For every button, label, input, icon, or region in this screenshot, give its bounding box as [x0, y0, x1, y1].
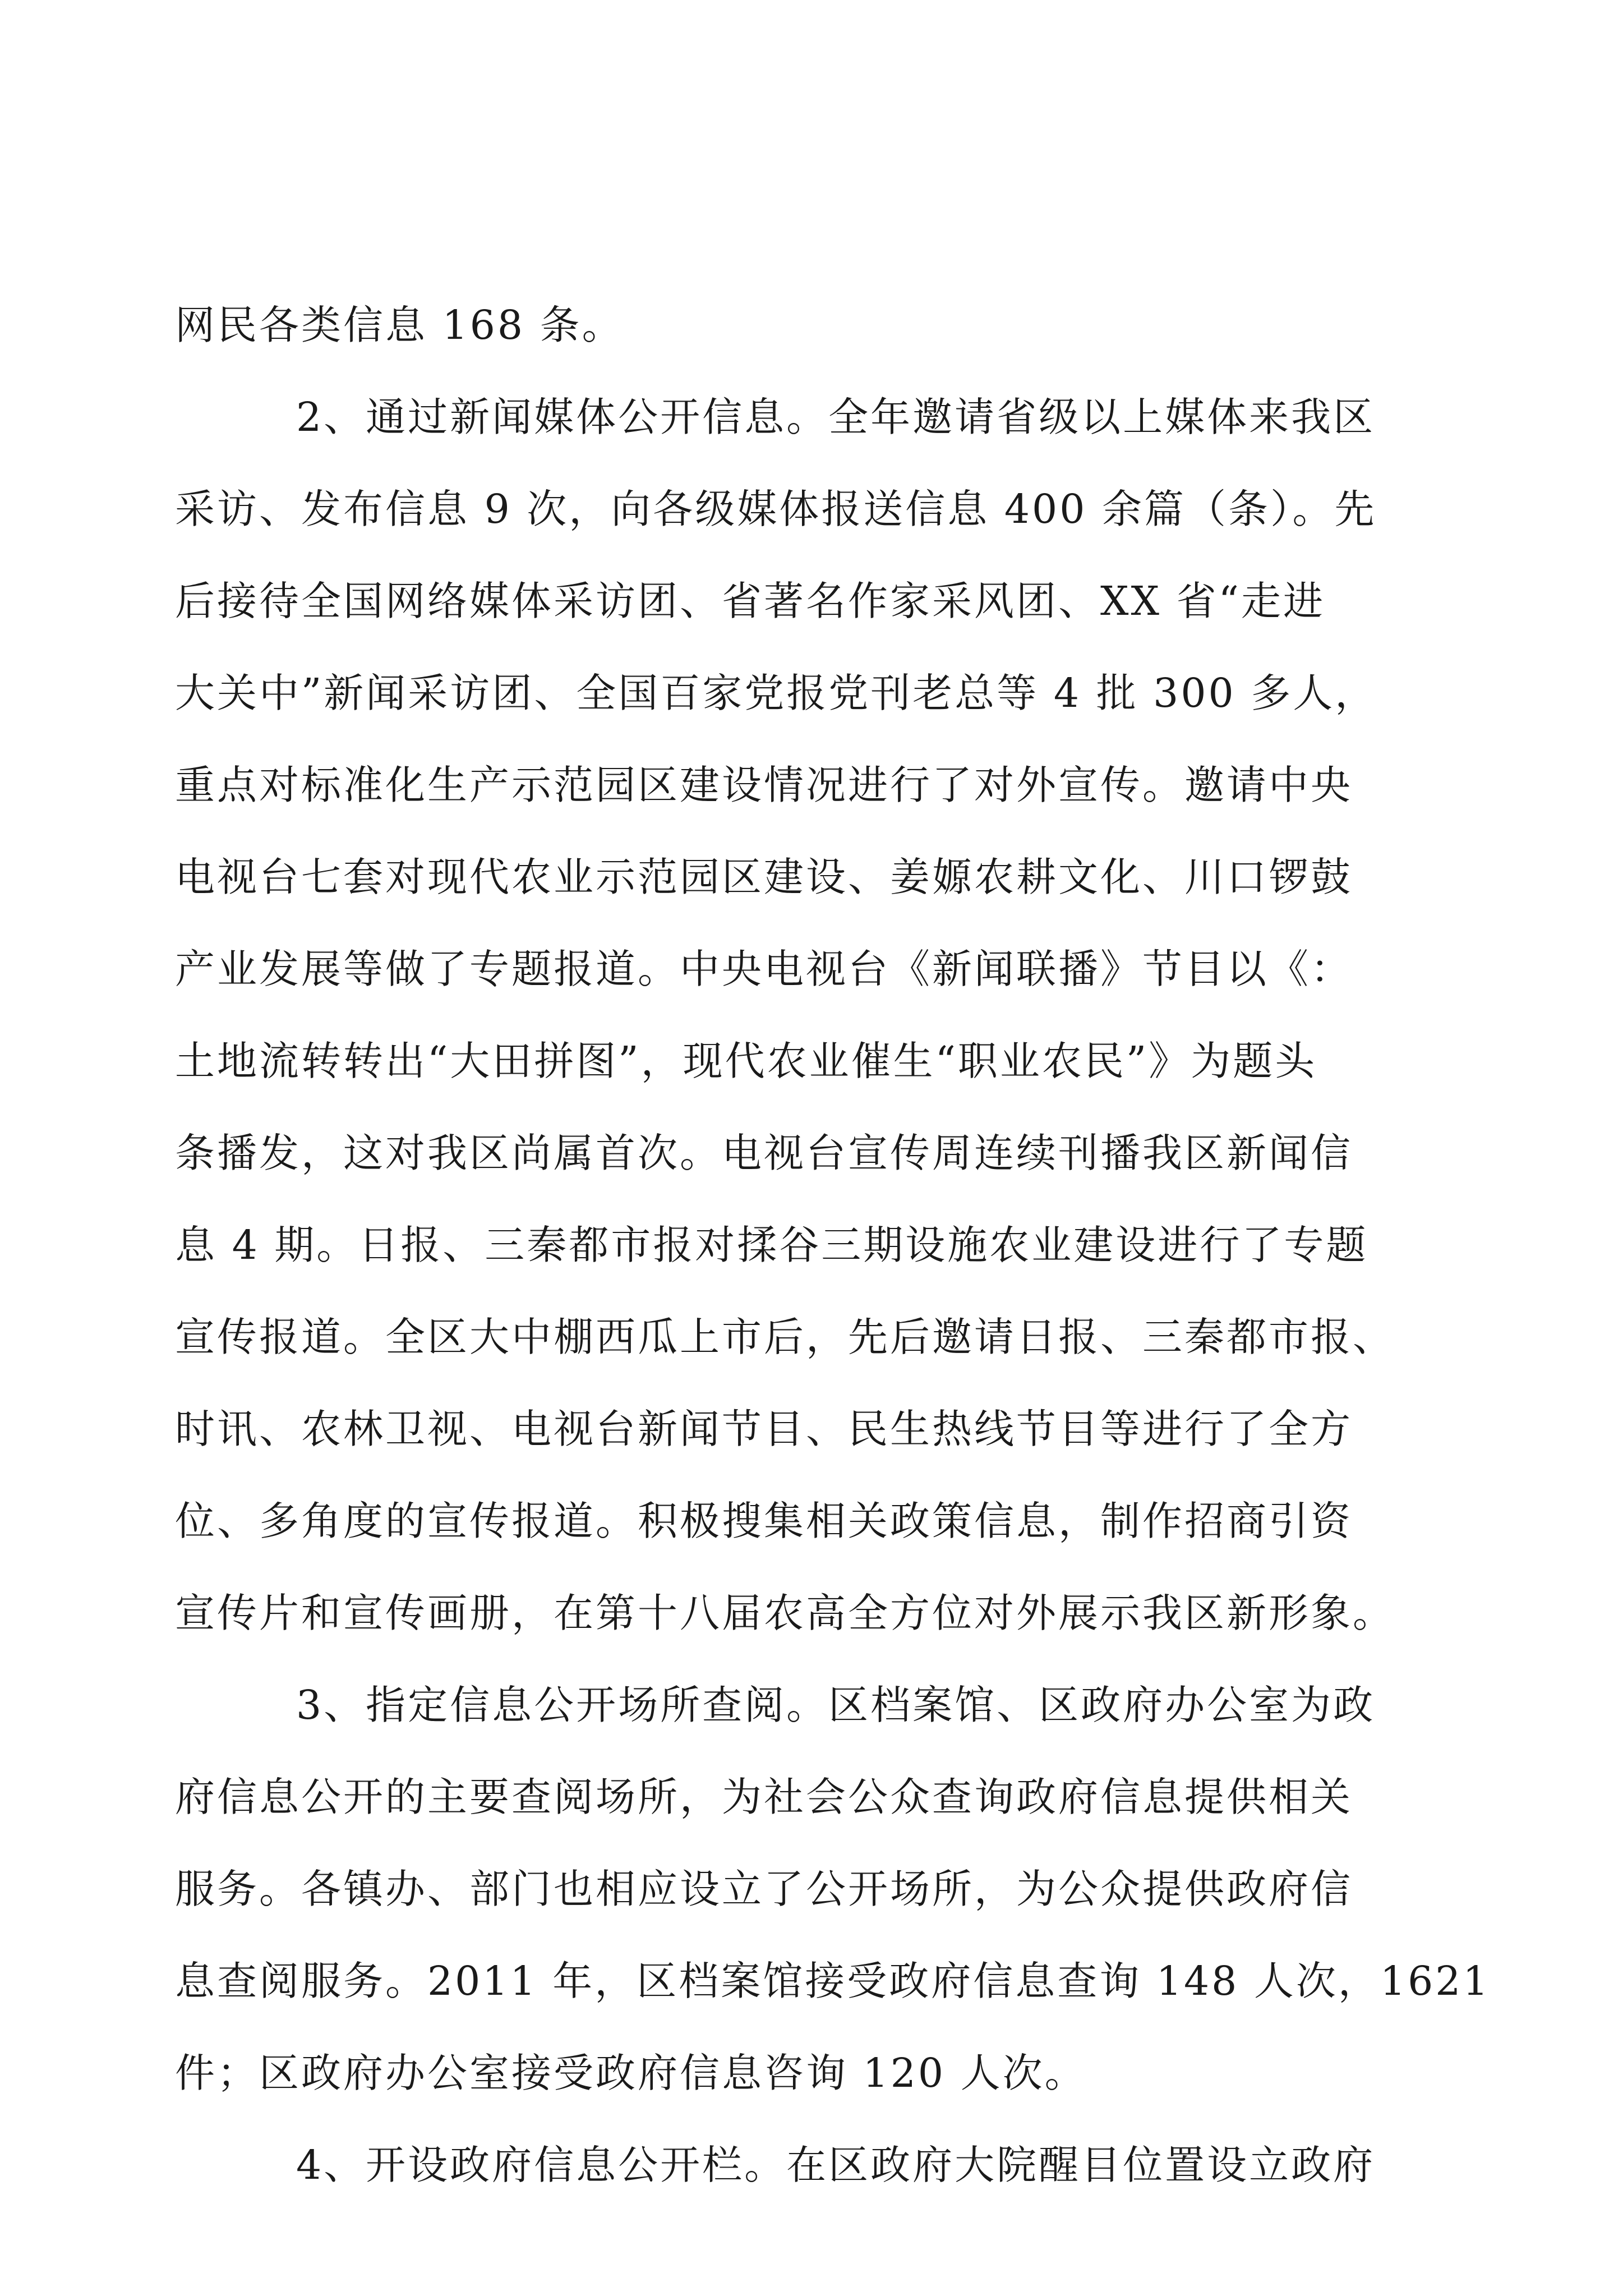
paragraph-2-line-2: 采访、发布信息 9 次，向各级媒体报送信息 400 余篇（条）。先: [175, 486, 1377, 532]
paragraph-2-line-7: 产业发展等做了专题报道。中央电视台《新闻联播》节目以《：: [175, 946, 1353, 992]
paragraph-2-line-4: 大关中”新闻采访团、全国百家党报党刊老总等 4 批 300 多人，: [175, 670, 1377, 716]
paragraph-4-line-1: 4、开设政府信息公开栏。在区政府大院醒目位置设立政府: [296, 2142, 1376, 2188]
paragraph-2-line-8: 土地流转转出“大田拼图”，现代农业催生“职业农民”》为题头: [175, 1038, 1317, 1084]
paragraph-3-line-1: 3、指定信息公开场所查阅。区档案馆、区政府办公室为政: [296, 1682, 1376, 1728]
paragraph-3-line-3: 服务。各镇办、部门也相应设立了公开场所，为公众提供政府信: [175, 1866, 1353, 1912]
paragraph-2-line-9: 条播发，这对我区尚属首次。电视台宣传周连续刊播我区新闻信: [175, 1130, 1353, 1176]
paragraph-2-line-6: 电视台七套对现代农业示范园区建设、姜嫄农耕文化、川口锣鼓: [175, 854, 1353, 900]
paragraph-2-line-5: 重点对标准化生产示范园区建设情况进行了对外宣传。邀请中央: [175, 762, 1353, 808]
paragraph-2-line-14: 宣传片和宣传画册，在第十八届农高全方位对外展示我区新形象。: [175, 1590, 1395, 1636]
paragraph-3-line-2: 府信息公开的主要查阅场所，为社会公众查询政府信息提供相关: [175, 1774, 1353, 1820]
paragraph-2-line-3: 后接待全国网络媒体采访团、省著名作家采风团、XX 省“走进: [175, 578, 1325, 624]
paragraph-3-line-4: 息查阅服务。2011 年，区档案馆接受政府信息查询 148 人次，1621: [175, 1958, 1491, 2004]
text-line-1: 网民各类信息 168 条。: [175, 302, 624, 348]
paragraph-3-line-5: 件；区政府办公室接受政府信息咨询 120 人次。: [175, 2050, 1087, 2096]
paragraph-2-line-13: 位、多角度的宣传报道。积极搜集相关政策信息，制作招商引资: [175, 1498, 1353, 1544]
paragraph-2-line-1: 2、通过新闻媒体公开信息。全年邀请省级以上媒体来我区: [296, 394, 1376, 440]
paragraph-2-line-10: 息 4 期。日报、三秦都市报对揉谷三期设施农业建设进行了专题: [175, 1222, 1368, 1268]
paragraph-2-line-11: 宣传报道。全区大中棚西瓜上市后，先后邀请日报、三秦都市报、: [175, 1314, 1395, 1360]
paragraph-2-line-12: 时讯、农林卫视、电视台新闻节目、民生热线节目等进行了全方: [175, 1406, 1353, 1452]
